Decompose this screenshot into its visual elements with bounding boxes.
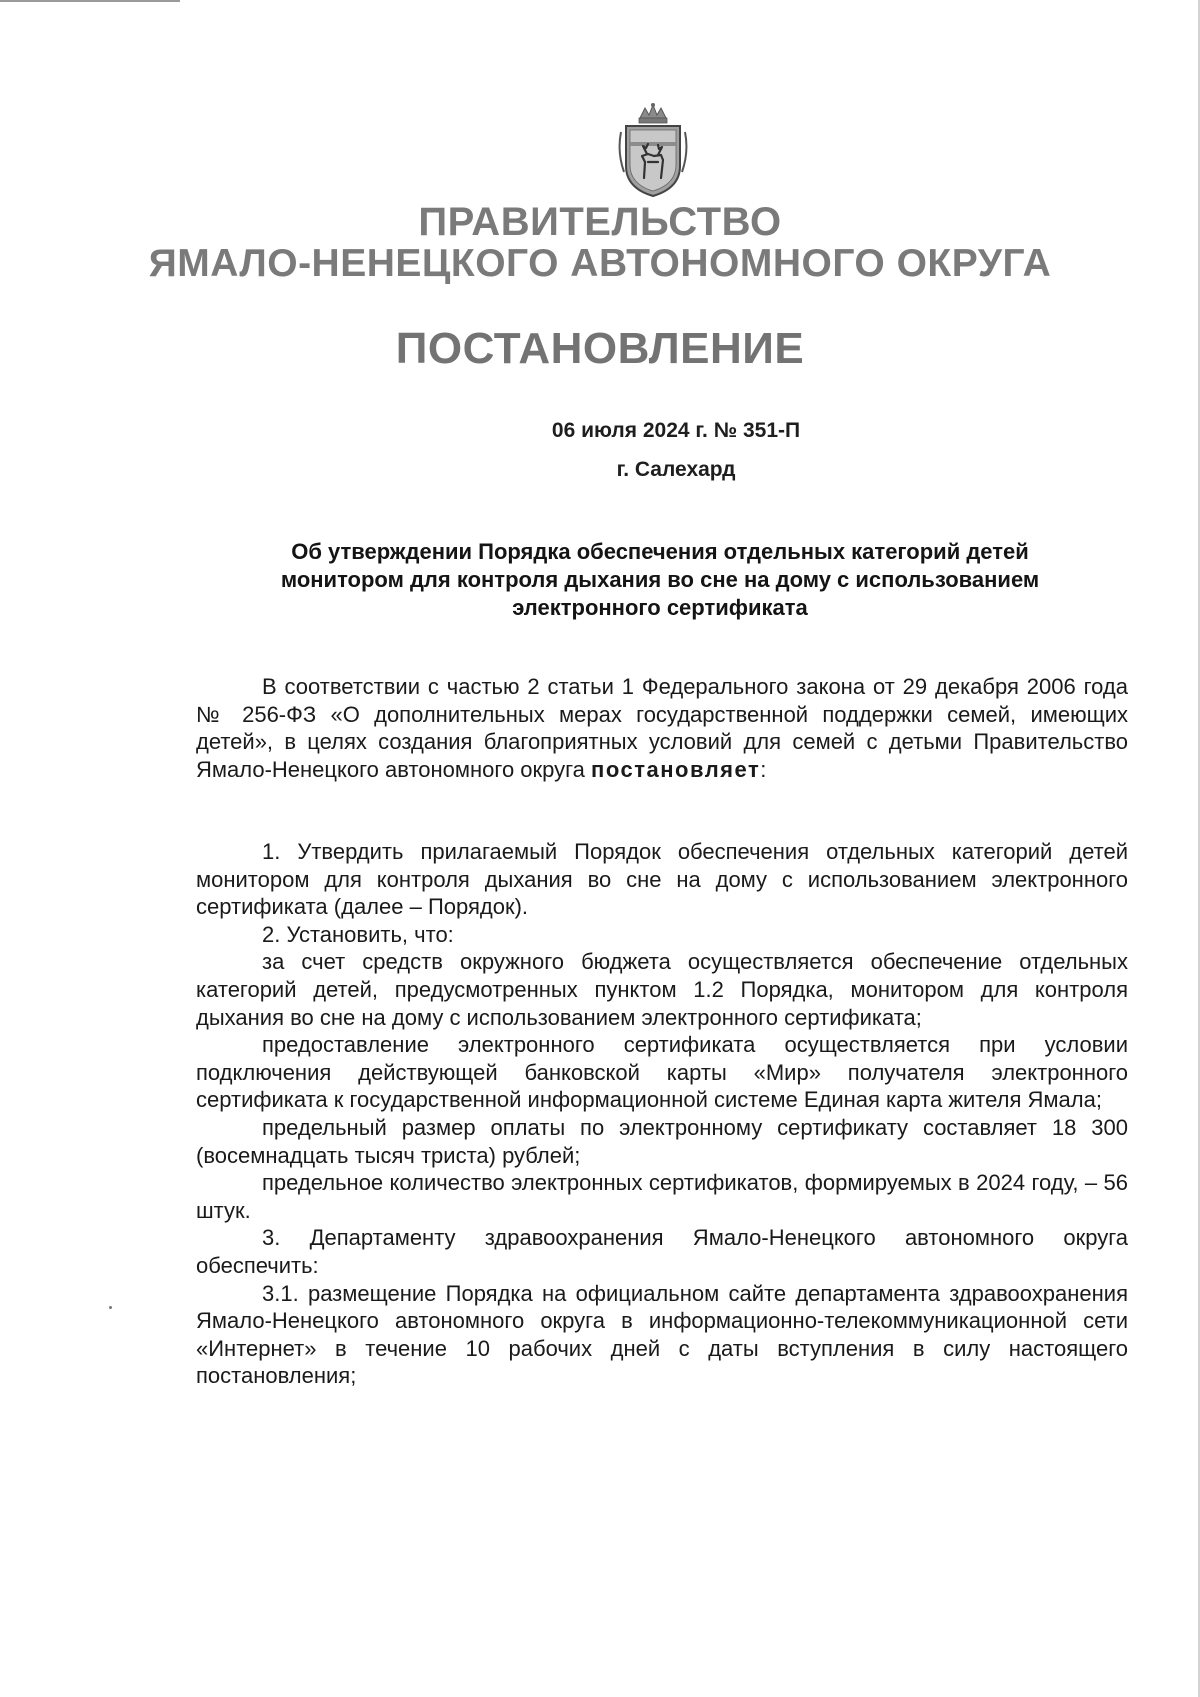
coat-of-arms-icon xyxy=(618,102,688,198)
preamble-block xyxy=(196,673,1128,783)
date-and-number: 06 июля 2024 г. № 351-П xyxy=(551,419,801,442)
title-line: Об утверждении Порядка обеспечения отдельных категорий детей xyxy=(291,539,1029,564)
title-line: монитором для контроля дыхания во сне на дому с использованием xyxy=(280,567,1040,592)
city-of-issue: г. Салехард xyxy=(616,458,736,481)
preamble-text: В соответствии с частью 2 статьи 1 Федерального закона от 29 декабря 2006 года № 256-ФЗ «О дополнительных мерах государственной поддержки семей, имеющих детей», в целях создания благоприятных условий для семей с детьми Правительство Ямало-Ненецкого автономного округа xyxy=(196,674,1128,782)
clause-paragraph: 2. Установить, что: xyxy=(262,921,454,947)
decree-word: постановляет xyxy=(591,756,761,782)
scan-speck xyxy=(109,1306,112,1309)
clause-paragraph: предельное количество электронных сертификатов, формируемых в 2024 году, – 56 штук. xyxy=(196,1170,1128,1223)
preamble-paragraph xyxy=(196,673,1128,783)
clauses-block xyxy=(196,838,1128,1390)
document-type-heading: ПОСТАНОВЛЕНИЕ xyxy=(395,324,805,373)
decree-colon: : xyxy=(760,756,767,782)
document-title xyxy=(190,538,1130,622)
government-name-line1: ПРАВИТЕЛЬСТВО xyxy=(418,200,782,244)
clause-paragraph: 3.1. размещение Порядка на официальном сайте департамента здравоохранения Ямало-Ненецкого автономного округа в информационно-телекоммуникационной сети «Интернет» в течение 10 рабочих дней с даты вступления в силу настоящего постановления; xyxy=(196,1280,1128,1389)
scan-edge-top xyxy=(0,0,180,2)
government-name-line2: ЯМАЛО-НЕНЕЦКОГО АВТОНОМНОГО ОКРУГА xyxy=(148,242,1052,285)
clause-paragraph: 1. Утвердить прилагаемый Порядок обеспечения отдельных категорий детей монитором для контроля дыхания во сне на дому с использованием электронного сертификата (далее – Порядок). xyxy=(196,839,1128,920)
title-line: электронного сертификата xyxy=(512,595,808,620)
clause-paragraph: предельный размер оплаты по электронному сертификату составляет 18 300 (восемнадцать тысяч триста) рублей; xyxy=(196,1114,1128,1168)
clause-paragraph: за счет средств окружного бюджета осуществляется обеспечение отдельных категорий детей, предусмотренных пунктом 1.2 Порядка, монитором для контроля дыхания во сне на дому с использованием электронного сертификата; xyxy=(196,949,1128,1030)
clause-paragraph: предоставление электронного сертификата осуществляется при условии подключения действующей банковской карты «Мир» получателя электронного сертификата к государственной информационной системе Единая карта жителя Ямала; xyxy=(196,1032,1128,1113)
clause-paragraph: 3. Департаменту здравоохранения Ямало-Ненецкого автономного округа обеспечить: xyxy=(196,1225,1128,1278)
